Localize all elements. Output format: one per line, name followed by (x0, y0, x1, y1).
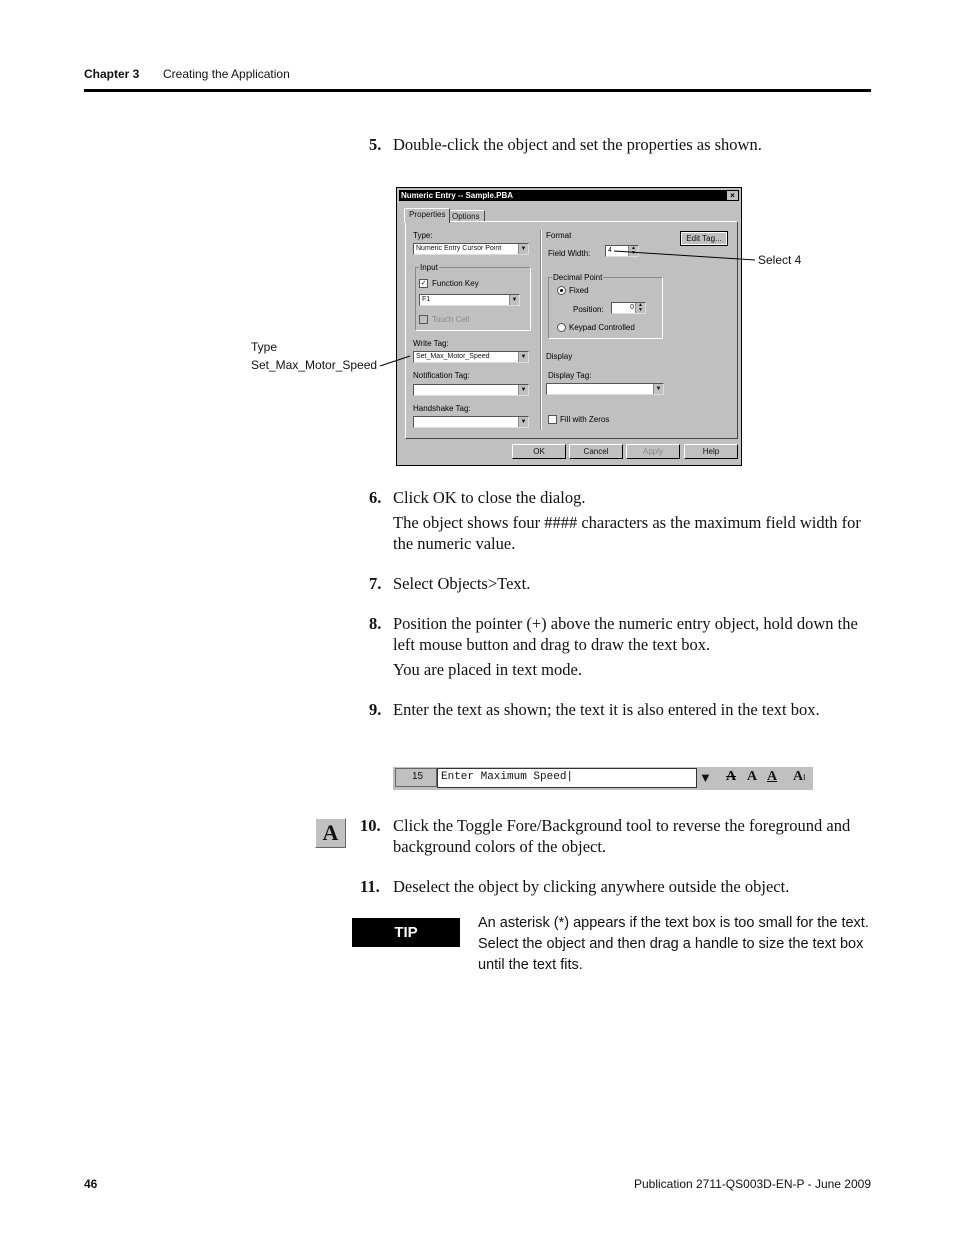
step-7-number: 7. (369, 574, 382, 593)
toggle-fore-background-icon: A (315, 818, 346, 848)
function-key-checkbox[interactable]: ✓ (420, 280, 427, 287)
step-10-number: 10. (360, 816, 381, 835)
callout-select4: Select 4 (758, 253, 802, 267)
tip-label: TIP (352, 918, 460, 947)
text-entry-value: Enter Maximum Speed (441, 771, 567, 783)
text-toolbar (393, 767, 813, 790)
decimal-point-group-label: Decimal Point (553, 273, 603, 282)
chevron-down-icon: ▼ (509, 295, 519, 305)
text-cursor: | (566, 771, 574, 783)
chevron-down-icon: ▼ (518, 244, 528, 254)
type-select-value: Numeric Entry Cursor Point (416, 245, 502, 252)
chevron-down-icon: ▼ (518, 417, 528, 427)
publication-info: Publication 2711-QS003D-EN-P - June 2009 (633, 1177, 871, 1191)
notification-tag-label: Notification Tag: (413, 371, 470, 380)
function-key-label: Function Key (432, 279, 479, 288)
tab-properties[interactable]: Properties (404, 208, 450, 223)
field-width-value: 4 (608, 247, 612, 254)
step-11-number: 11. (360, 877, 380, 896)
step-11-text: Deselect the object by clicking anywhere outside the object. (393, 877, 790, 896)
ok-button[interactable]: OK (512, 444, 566, 459)
display-tag-label: Display Tag: (548, 371, 592, 380)
text-entry-field[interactable] (437, 768, 697, 788)
step-5-text: Double-click the object and set the properties as shown. (393, 135, 762, 154)
edit-tag-button[interactable]: Edit Tag... (680, 231, 728, 246)
text-plain-icon[interactable]: A (747, 769, 758, 784)
help-button[interactable]: Help (684, 444, 738, 459)
fixed-label: Fixed (569, 286, 589, 295)
write-tag-leader (380, 356, 410, 366)
step-8-number: 8. (369, 614, 382, 633)
input-group-label: Input (420, 263, 438, 272)
step-5-number: 5. (369, 135, 382, 154)
cancel-button[interactable]: Cancel (569, 444, 623, 459)
type-label: Type: (413, 231, 433, 240)
page-number: 46 (84, 1177, 98, 1191)
text-outline-icon[interactable]: A (726, 769, 737, 784)
step-6-note: The object shows four #### characters as the maximum field width for the numeric value. (393, 513, 861, 553)
write-tag-label: Write Tag: (413, 339, 449, 348)
font-size-field[interactable]: 15 (395, 768, 437, 787)
position-value: 0 (630, 304, 634, 311)
spinner-arrows-icon: ▲ ▼ (628, 246, 638, 256)
step-7-text: Select Objects>Text. (393, 574, 531, 593)
step-9-text: Enter the text as shown; the text it is also entered in the text box. (393, 700, 820, 719)
write-tag-value: Set_Max_Motor_Speed (416, 353, 490, 360)
apply-button[interactable]: Apply (626, 444, 680, 459)
close-icon[interactable]: × (727, 191, 738, 200)
tip-text: An asterisk (*) appears if the text box is too small for the text. Select the object and then drag a handle to size the text box until the text fits. (478, 915, 869, 973)
spinner-arrows-icon: ▲ ▼ (635, 303, 645, 313)
chevron-down-icon: ▼ (653, 384, 663, 394)
text-bold-icon[interactable]: A (767, 769, 778, 784)
chapter-title: Creating the Application (163, 67, 290, 81)
dropdown-arrow-icon[interactable]: ▼ (699, 770, 712, 785)
text-transparent-icon[interactable]: A⁝ (793, 769, 806, 784)
step-10-text: Click the Toggle Fore/Background tool to reverse the foreground and background colors of the object. (393, 816, 851, 856)
step-8-note: You are placed in text mode. (393, 660, 582, 679)
function-key-value: F1 (422, 296, 431, 303)
step-8-text: Position the pointer (+) above the numeric entry object, hold down the left mouse button and drag to draw the text box. (393, 614, 858, 654)
callout-type-line1: Type (251, 340, 278, 354)
dialog-title: Numeric Entry -- Sample.PBA (401, 191, 514, 200)
callout-type-line2: Set_Max_Motor_Speed (251, 358, 378, 372)
chevron-down-icon: ▼ (518, 385, 528, 395)
step-9-number: 9. (369, 700, 382, 719)
keypad-controlled-label: Keypad Controlled (569, 323, 635, 332)
format-group-label: Format (546, 231, 572, 240)
display-group-label: Display (546, 352, 573, 361)
chapter-label: Chapter 3 (84, 67, 140, 81)
chevron-down-icon: ▼ (518, 352, 528, 362)
tab-options[interactable]: Options (447, 210, 485, 222)
position-label: Position: (573, 305, 604, 314)
fill-zeros-label: Fill with Zeros (560, 415, 610, 424)
field-width-label: Field Width: (548, 249, 591, 258)
select4-leader (614, 251, 755, 260)
step-6-text: Click OK to close the dialog. (393, 488, 586, 507)
handshake-tag-label: Handshake Tag: (413, 404, 471, 413)
touch-cell-label: Touch Cell (432, 315, 470, 324)
step-6-number: 6. (369, 488, 382, 507)
